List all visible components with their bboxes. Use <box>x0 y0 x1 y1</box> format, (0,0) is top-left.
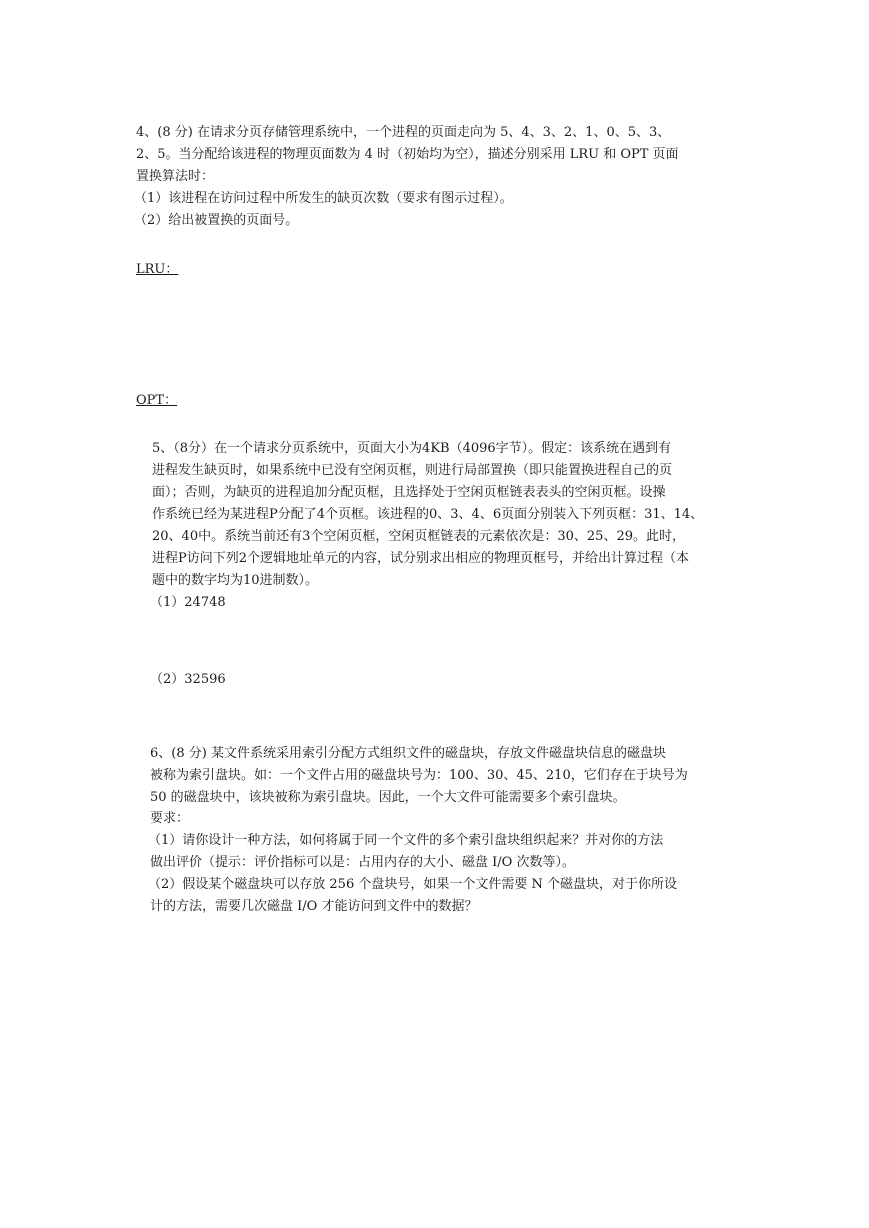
q6-line-8: 计的方法，需要几次磁盘 I/O 才能访问到文件中的数据？ <box>150 899 478 914</box>
q6-line-3: 50 的磁盘块中，该块被称为索引盘块。因此，一个大文件可能需要多个索引盘块。 <box>150 790 626 805</box>
q5-sub-1: （1）24748 <box>150 595 226 610</box>
q6-line-7: （2）假设某个磁盘块可以存放 256 个盘块号，如果一个文件需要 N 个磁盘块，对于你所设 <box>148 877 677 892</box>
q5-sub-2: （2）32596 <box>150 672 226 687</box>
q6-line-2: 被称为索引盘块。如：一个文件占用的磁盘块号为：100、30、45、210，它们存在于块号为 <box>150 768 688 783</box>
q5-line-4: 作系统已经为某进程P分配了4个页框。该进程的0、3、4、6页面分别装入下列页框：31、14、 <box>152 507 704 522</box>
q4-line-2: 2、5。当分配给该进程的物理页面数为 4 时（初始均为空），描述分别采用 LRU 和 OPT 页面 <box>136 147 679 162</box>
q5-line-6: 进程P访问下列2个逻辑地址单元的内容，试分别求出相应的物理页框号，并给出计算过程（本 <box>152 551 690 566</box>
q5-line-5: 20、40中。系统当前还有3个空闲页框，空闲页框链表的元素依次是：30、25、29。此时， <box>152 529 685 544</box>
q4-line-5: （2）给出被置换的页面号。 <box>134 213 299 228</box>
q4-line-4: （1）该进程在访问过程中所发生的缺页次数（要求有图示过程）。 <box>134 191 513 206</box>
opt-label: OPT： <box>136 393 178 408</box>
q6-line-4: 要求： <box>150 811 190 826</box>
q6-line-5: （1）请你设计一种方法，如何将属于同一个文件的多个索引盘块组织起来？并对你的方法 <box>148 833 664 848</box>
q5-line-1: 5、（8分）在一个请求分页系统中，页面大小为4KB（4096字节）。假定：该系统在遇到有 <box>152 441 672 456</box>
q4-line-1: 4、(8 分) 在请求分页存储管理系统中，一个进程的页面走向为 5、4、3、2、1、0、5、3、 <box>136 125 671 140</box>
q5-line-3: 面）；否则，为缺页的进程追加分配页框，且选择处于空闲页框链表表头的空闲页框。设操 <box>152 485 666 500</box>
q4-line-3: 置换算法时： <box>136 169 215 184</box>
q6-line-6: 做出评价（提示：评价指标可以是：占用内存的大小、磁盘 I/O 次数等）。 <box>150 855 575 870</box>
q5-line-7: 题中的数字均为10进制数）。 <box>152 573 319 588</box>
q5-line-2: 进程发生缺页时，如果系统中已没有空闲页框，则进行局部置换（即只能置换进程自己的页 <box>152 463 673 478</box>
lru-label: LRU： <box>136 262 179 277</box>
q6-line-1: 6、(8 分) 某文件系统采用索引分配方式组织文件的磁盘块，存放文件磁盘块信息的磁盘块 <box>150 746 666 761</box>
